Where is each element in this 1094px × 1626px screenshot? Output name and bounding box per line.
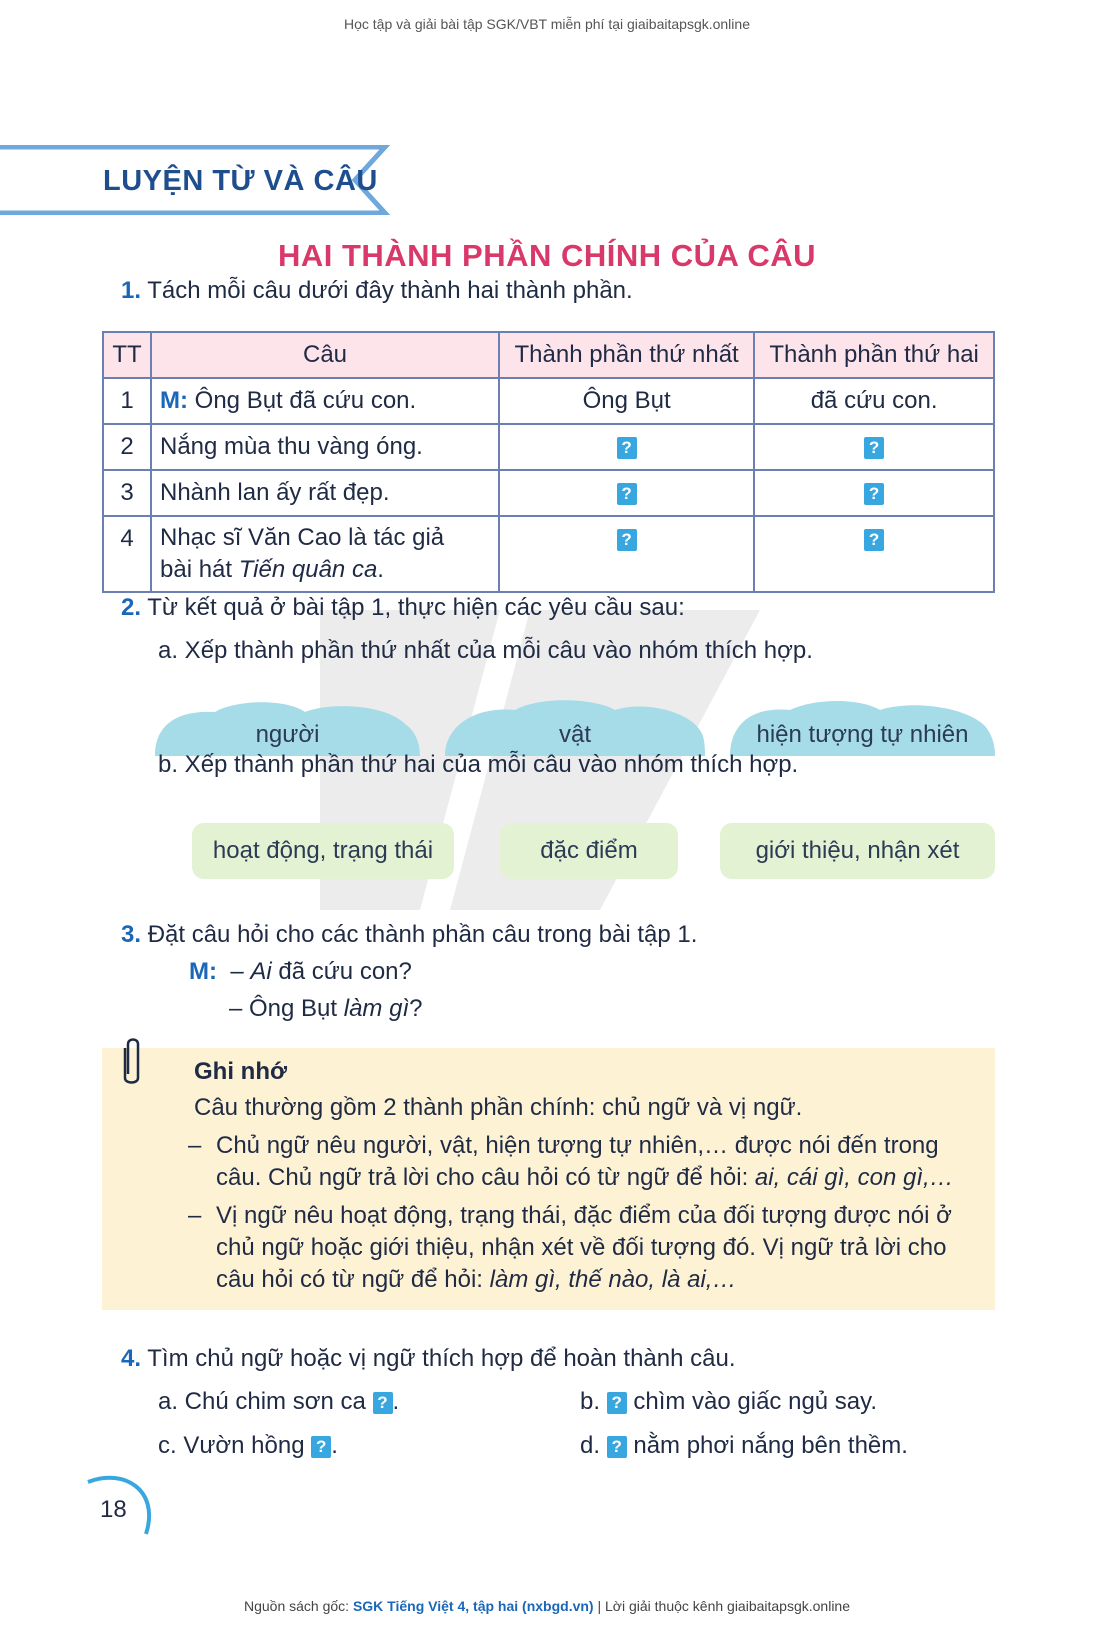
exercise-number: 3.: [121, 921, 142, 948]
table-header-cell: Thành phần thứ hai: [754, 332, 994, 378]
item-text: .: [392, 1388, 400, 1415]
first-part-cell: Ông Bụt: [499, 378, 754, 424]
sentence-text: Ông Bụt đã cứu con.: [194, 387, 417, 414]
table-header-row: [103, 332, 994, 378]
table-header-cell: Thành phần thứ nhất: [499, 332, 754, 378]
footer-suffix: | Lời giải thuộc kênh giaibaitapsgk.online: [593, 1598, 851, 1614]
second-part-cell[interactable]: [754, 516, 994, 592]
model-text: – Ông Bụt: [229, 995, 344, 1022]
item-text: .: [331, 1432, 338, 1459]
exercise-1-prompt: [121, 277, 633, 305]
exercise-instruction: Tách mỗi câu dưới đây thành hai thành phần.: [147, 277, 633, 304]
second-part-cell[interactable]: [754, 424, 994, 470]
first-part-cell[interactable]: [499, 516, 754, 592]
row-number: 1: [103, 378, 151, 424]
item-text: nằm phơi nắng bên thềm.: [626, 1432, 908, 1459]
exercise-4c: [158, 1432, 338, 1460]
bullet-dash: –: [188, 1202, 202, 1229]
group-label: người: [255, 721, 320, 748]
dash: –: [230, 958, 244, 985]
note-text: câu. Chủ ngữ trả lời cho câu hỏi có từ ngữ để hỏi:: [216, 1164, 755, 1191]
question-mark-icon[interactable]: ?: [617, 529, 637, 551]
sentence-cell: [151, 516, 499, 592]
question-mark-icon[interactable]: ?: [617, 483, 637, 505]
table-row: [103, 424, 994, 470]
question-word: làm gì: [343, 995, 410, 1022]
question-mark-icon[interactable]: ?: [607, 1392, 627, 1414]
exercise-instruction: Đặt câu hỏi cho các thành phần câu trong bài tập 1.: [147, 921, 698, 948]
paperclip-icon: [122, 1034, 144, 1084]
second-part-cell[interactable]: [754, 470, 994, 516]
exercise-4d: [580, 1432, 908, 1460]
exercise-instruction: Tìm chủ ngữ hoặc vị ngữ thích hợp để hoàn thành câu.: [147, 1345, 736, 1372]
exercise-number: 1.: [121, 277, 142, 304]
table-row: [103, 470, 994, 516]
group-cloud-nguoi[interactable]: [155, 710, 420, 756]
question-mark-icon[interactable]: ?: [864, 529, 884, 551]
exercise-instruction: Từ kết quả ở bài tập 1, thực hiện các yêu cầu sau:: [147, 594, 685, 621]
sentence-end: .: [377, 556, 384, 583]
question-words: làm gì, thế nào, là ai,…: [489, 1266, 737, 1293]
song-title: Tiến quân ca: [238, 556, 378, 583]
footer-prefix: Nguồn sách gốc:: [243, 1598, 353, 1614]
item-text: b.: [580, 1388, 607, 1415]
sentence-cell: Nắng mùa thu vàng óng.: [151, 424, 499, 470]
exercise-3-prompt: [121, 921, 697, 949]
note-bullet-1-line-2: [216, 1164, 954, 1192]
question-mark-icon[interactable]: ?: [864, 483, 884, 505]
question-mark-icon[interactable]: ?: [311, 1436, 331, 1458]
table-row: [103, 516, 994, 592]
exercise-2b-label: b. Xếp thành phần thứ hai của mỗi câu vào nhóm thích hợp.: [158, 751, 799, 778]
bullet-dash: –: [188, 1132, 202, 1159]
exercise-4-prompt: [121, 1345, 735, 1373]
model-text: ?: [409, 995, 423, 1022]
table-row: [103, 378, 994, 424]
note-bullet-2-line-3: [216, 1266, 736, 1294]
group-leaf-hoat-dong[interactable]: hoạt động, trạng thái: [192, 823, 454, 879]
note-text: câu hỏi có từ ngữ để hỏi:: [216, 1266, 490, 1293]
item-text: chìm vào giấc ngủ say.: [626, 1388, 878, 1415]
group-cloud-hien-tuong[interactable]: [730, 710, 995, 756]
question-mark-icon[interactable]: ?: [617, 437, 637, 459]
exercise-4a: [158, 1388, 399, 1416]
sentence-line: Nhạc sĩ Văn Cao là tác giả: [160, 524, 445, 551]
first-part-cell[interactable]: [499, 424, 754, 470]
table-header-cell: Câu: [151, 332, 499, 378]
group-cloud-vat[interactable]: [445, 710, 705, 756]
lesson-title: HAI THÀNH PHẦN CHÍNH CỦA CÂU: [277, 238, 817, 273]
note-bullet-1-line-1: Chủ ngữ nêu người, vật, hiện tượng tự nhiên,… được nói đến trong: [216, 1132, 939, 1159]
row-number: 4: [103, 516, 151, 592]
row-number: 2: [103, 424, 151, 470]
sentence-cell: Nhành lan ấy rất đẹp.: [151, 470, 499, 516]
table-header-cell: TT: [103, 332, 151, 378]
item-text: c. Vườn hồng: [158, 1432, 312, 1459]
section-title: LUYỆN TỪ VÀ CÂU: [103, 165, 378, 197]
question-mark-icon[interactable]: ?: [864, 437, 884, 459]
exercise-2-prompt: [121, 594, 685, 622]
note-bullet-2-line-1: Vị ngữ nêu hoạt động, trạng thái, đặc điểm của đối tượng được nói ở: [216, 1202, 952, 1229]
question-mark-icon[interactable]: ?: [373, 1392, 393, 1414]
item-text: d.: [580, 1432, 607, 1459]
row-number: 3: [103, 470, 151, 516]
model-label: M:: [160, 387, 188, 414]
question-mark-icon[interactable]: ?: [607, 1436, 627, 1458]
question-words: ai, cái gì, con gì,…: [754, 1164, 954, 1191]
footer-note: [0, 1598, 1094, 1614]
sentence-cell: [151, 378, 499, 424]
exercise-number: 4.: [121, 1345, 142, 1372]
question-word: Ai: [250, 958, 272, 985]
model-text: đã cứu con?: [271, 958, 412, 985]
exercise-1-table: [102, 331, 995, 593]
page-number: 18: [100, 1496, 127, 1523]
second-part-cell: đã cứu con.: [754, 378, 994, 424]
note-title: Ghi nhớ: [194, 1058, 288, 1085]
header-note: Học tập và giải bài tập SGK/VBT miễn phí tại giaibaitapsgk.online: [344, 16, 750, 32]
exercise-3-model-line-2: [229, 995, 422, 1023]
note-intro: Câu thường gồm 2 thành phần chính: chủ ngữ và vị ngữ.: [194, 1094, 803, 1121]
model-label: M:: [189, 958, 217, 985]
exercise-number: 2.: [121, 594, 142, 621]
exercise-2a-label: a. Xếp thành phần thứ nhất của mỗi câu vào nhóm thích hợp.: [158, 637, 813, 664]
group-leaf-gioi-thieu[interactable]: giới thiệu, nhận xét: [720, 823, 995, 879]
exercise-4b: [580, 1388, 877, 1416]
exercise-3-model-line-1: [189, 958, 412, 986]
group-label: vật: [558, 721, 591, 748]
sentence-line: bài hát: [160, 556, 239, 583]
group-label: hiện tượng tự nhiên: [756, 721, 969, 748]
footer-source-link[interactable]: SGK Tiếng Việt 4, tập hai (nxbgd.vn): [352, 1598, 594, 1614]
item-text: a. Chú chim sơn ca: [158, 1388, 373, 1415]
note-bullet-2-line-2: chủ ngữ hoặc giới thiệu, nhận xét về đối tượng đó. Vị ngữ trả lời cho: [216, 1234, 947, 1261]
first-part-cell[interactable]: [499, 470, 754, 516]
group-leaf-dac-diem[interactable]: đặc điểm: [500, 823, 678, 879]
